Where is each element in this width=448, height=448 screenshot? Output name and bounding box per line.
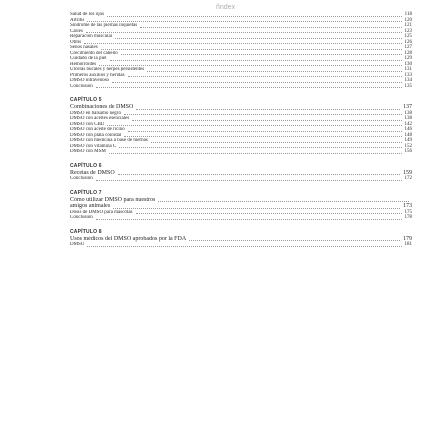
toc-entry-title: amigos animales — [70, 203, 111, 209]
dot-leader — [107, 125, 401, 126]
toc-entry-page: 142 — [404, 121, 412, 127]
dot-leader — [87, 21, 401, 22]
dot-leader — [119, 147, 401, 148]
toc-entry-page: 128 — [404, 50, 412, 56]
toc-entry-title: Dosis de DMSO para mascotas — [70, 209, 133, 215]
dot-leader — [189, 240, 400, 241]
toc-entry-title: Crecimiento del cabello — [70, 50, 118, 56]
dot-leader — [96, 87, 402, 88]
toc-entry-page: 134 — [404, 78, 412, 83]
dot-leader — [128, 76, 402, 77]
toc-entry-title: DMSO con vitamina C — [70, 143, 117, 149]
dot-leader — [124, 114, 402, 115]
section-gap — [70, 221, 412, 229]
toc-entry-page: 120 — [404, 17, 412, 23]
toc-entry-page: 172 — [404, 176, 412, 181]
toc-entry-title: DMSO con plata coloidal — [70, 132, 122, 138]
toc-entry-title: DMSO con aceite de ricino — [70, 127, 125, 132]
toc-entry-title: DMSO con MSM — [70, 149, 106, 154]
toc-entry-page: 129 — [404, 56, 412, 61]
toc-entry-title: Combinaciones de DMSO — [70, 104, 134, 110]
chapter-heading: CAPÍTULO 8 — [70, 228, 102, 235]
toc-entry-title: Conclusión — [70, 215, 93, 220]
dot-leader — [132, 120, 401, 121]
toc-entry-title: Senos nasales — [70, 45, 98, 50]
toc-entry-page: 149 — [404, 138, 412, 143]
dot-leader — [136, 109, 400, 110]
toc-entry-title: Hemorroides — [70, 61, 97, 67]
dot-leader — [107, 16, 402, 17]
dot-leader — [158, 201, 409, 202]
header-mark: ñndex — [216, 4, 236, 11]
toc-entry-page: 179 — [403, 235, 412, 242]
dot-leader — [112, 82, 401, 83]
toc-entry-page: 133 — [404, 72, 412, 78]
toc-entry-page: 137 — [403, 104, 412, 110]
toc-entry-title: Recetas de DMSO — [70, 169, 115, 176]
toc-entry-page: 152 — [404, 143, 412, 149]
dot-leader — [84, 43, 401, 44]
dot-leader — [121, 54, 402, 55]
toc-entry-page: 146 — [404, 127, 412, 132]
dot-leader — [87, 246, 401, 247]
toc-entry-page: 126 — [404, 39, 412, 45]
toc-intro-section — [70, 12, 412, 89]
chapter-heading: CAPÍTULO 6 — [70, 162, 102, 169]
dot-leader — [124, 136, 401, 137]
section-gap — [70, 182, 412, 190]
dot-leader — [118, 174, 400, 175]
dot-leader — [140, 27, 401, 28]
toc-entry-title: DMSO intravenoso — [70, 78, 110, 83]
toc-entry-title: Úlceras bucales y herpes persistentes — [70, 67, 145, 72]
toc-entry-title: Caries — [70, 28, 83, 34]
toc-entry-title: Salud de los ojos — [70, 12, 105, 17]
toc-entry-page: 181 — [404, 242, 412, 247]
dot-leader — [110, 60, 402, 61]
toc-entry-page: 127 — [404, 45, 412, 50]
toc-entry-title: Usos médicos del DMSO aprobados por la FDA — [70, 235, 187, 242]
toc-entry-title: Cuidado de la piel — [70, 56, 107, 61]
dot-leader — [128, 131, 402, 132]
toc-entry-page: 138 — [404, 116, 412, 121]
dot-leader — [86, 32, 402, 33]
toc-chapters — [70, 89, 412, 248]
toc-entry-title: Conclusión — [70, 176, 93, 181]
toc-entry-page: 159 — [403, 169, 412, 176]
toc-entry-title: Conclusión — [70, 83, 93, 89]
toc-entry-page: 138 — [404, 110, 412, 116]
dot-leader — [113, 208, 400, 209]
dot-leader — [109, 153, 402, 154]
table-of-contents — [70, 12, 412, 248]
toc-entry-title: DMSO con aceites esenciales — [70, 116, 130, 121]
toc-entry-page: 118 — [404, 12, 412, 17]
toc-entry-page: 173 — [403, 203, 412, 209]
toc-entry[interactable] — [70, 242, 412, 248]
section-gap — [70, 89, 412, 97]
toc-entry-title: Cómo utilizar DMSO para nuestros — [70, 196, 156, 203]
dot-leader — [136, 213, 402, 214]
toc-entry-page: 125 — [404, 34, 412, 39]
toc-entry-title: DMSO — [70, 242, 85, 247]
toc-entry-page: 156 — [404, 149, 412, 154]
chapter-heading: CAPÍTULO 5 — [70, 97, 102, 103]
dot-leader — [96, 219, 402, 220]
toc-entry-title: Primeros auxilios y heridas — [70, 72, 125, 78]
dot-leader — [101, 49, 402, 50]
dot-leader — [96, 180, 402, 181]
dot-leader — [99, 65, 401, 66]
toc-entry-title: Reparación muscular — [70, 34, 113, 39]
dot-leader — [151, 142, 402, 143]
toc-entry-page: 175 — [404, 209, 412, 215]
chapter-heading: CAPÍTULO 7 — [70, 189, 102, 196]
toc-entry-page: 148 — [404, 132, 412, 138]
toc-entry-title: Artritis — [70, 17, 85, 23]
toc-entry-page: 130 — [404, 61, 412, 67]
dot-leader — [115, 38, 401, 39]
toc-entry-title: DMSO en bálsamo negro — [70, 110, 121, 116]
section-gap — [70, 155, 412, 163]
toc-entry-title: DMSO con CBD — [70, 121, 105, 127]
toc-entry-page: 123 — [404, 28, 412, 34]
toc-entry-page: 178 — [404, 215, 412, 220]
toc-entry-page: 121 — [404, 23, 412, 28]
toc-entry-page: 135 — [404, 83, 412, 89]
dot-leader — [147, 71, 401, 72]
toc-entry-title: Síndrome de las piernas inquietas — [70, 23, 138, 28]
toc-entry-title: DMSO con medicina a base de hierbas — [70, 138, 148, 143]
toc-entry-page: 131 — [404, 67, 412, 72]
toc-entry-title: Otitis — [70, 39, 82, 45]
